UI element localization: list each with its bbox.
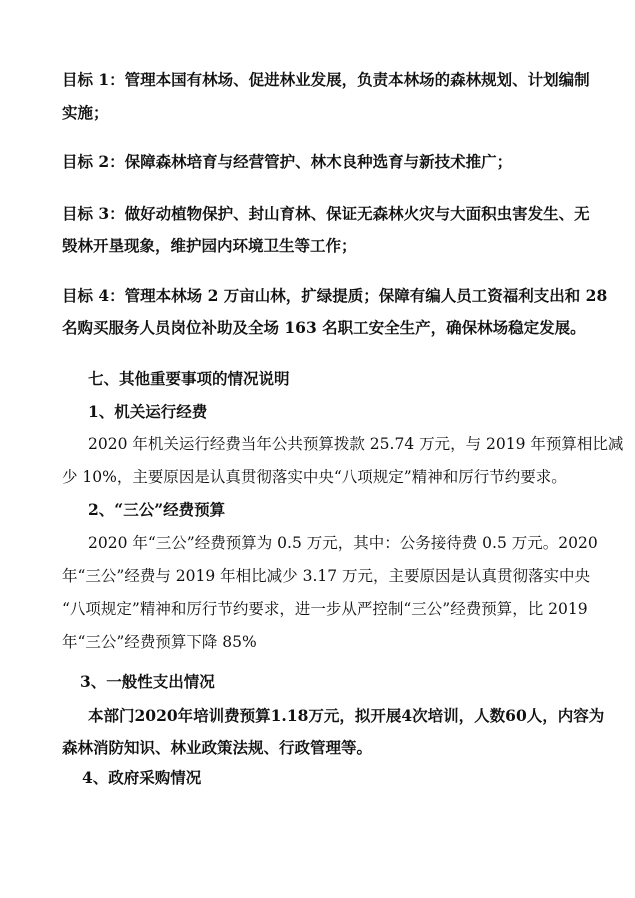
goal-3-line-1: 目标 3：做好动植物保护、封山育林、保证无森林火灾与大面积虫害发生、无 [62, 204, 590, 223]
section-7-2-line-4: 年“三公”经费预算下降 85% [62, 633, 257, 651]
section-7-3-line-1: 本部门2020年培训费预算1.18万元，拟开展4次培训，人数60人，内容为 [88, 706, 605, 725]
goal-4-line-2: 名购买服务人员岗位补助及全场 163 名职工安全生产，确保林场稳定发展。 [62, 318, 586, 337]
section-7-title: 七、其他重要事项的情况说明 [88, 369, 290, 388]
section-7-2-line-1: 2020 年“三公”经费预算为 0.5 万元，其中：公务接待费 0.5 万元。2020 [88, 534, 598, 552]
section-7-2-title: 2、“三公”经费预算 [88, 500, 226, 519]
section-7-2-line-2: 年“三公”经费与 2019 年相比减少 3.17 万元，主要原因是认真贯彻落实中央 [62, 567, 591, 585]
section-7-2-line-3: “八项规定”精神和厉行节约要求，进一步从严控制“三公”经费预算，比 2019 [62, 600, 588, 618]
goal-3-line-2: 毁林开垦现象，维护园内环境卫生等工作； [62, 236, 357, 255]
goal-2-line-1: 目标 2：保障森林培育与经营管护、林木良种选育与新技术推广； [62, 152, 513, 171]
goal-4-line-1: 目标 4：管理本林场 2 万亩山林，扩绿提质；保障有编人员工资福利支出和 28 [62, 286, 608, 305]
section-7-3-line-2: 森林消防知识、林业政策法规、行政管理等。 [62, 738, 373, 757]
section-7-3-title: 3、一般性支出情况 [80, 672, 215, 691]
section-7-1-line-1: 2020 年机关运行经费当年公共预算拨款 25.74 万元，与 2019 年预算相比减 [88, 435, 624, 453]
section-7-1-title: 1、机关运行经费 [88, 402, 208, 421]
goal-1-line-1: 目标 1：管理本国有林场、促进林业发展，负责本林场的森林规划、计划编制 [62, 70, 590, 89]
goal-1-line-2: 实施； [62, 103, 109, 122]
section-7-4-title: 4、政府采购情况 [82, 768, 202, 787]
section-7-1-line-2: 少 10%，主要原因是认真贯彻落实中央“八项规定”精神和厉行节约要求。 [62, 468, 567, 486]
